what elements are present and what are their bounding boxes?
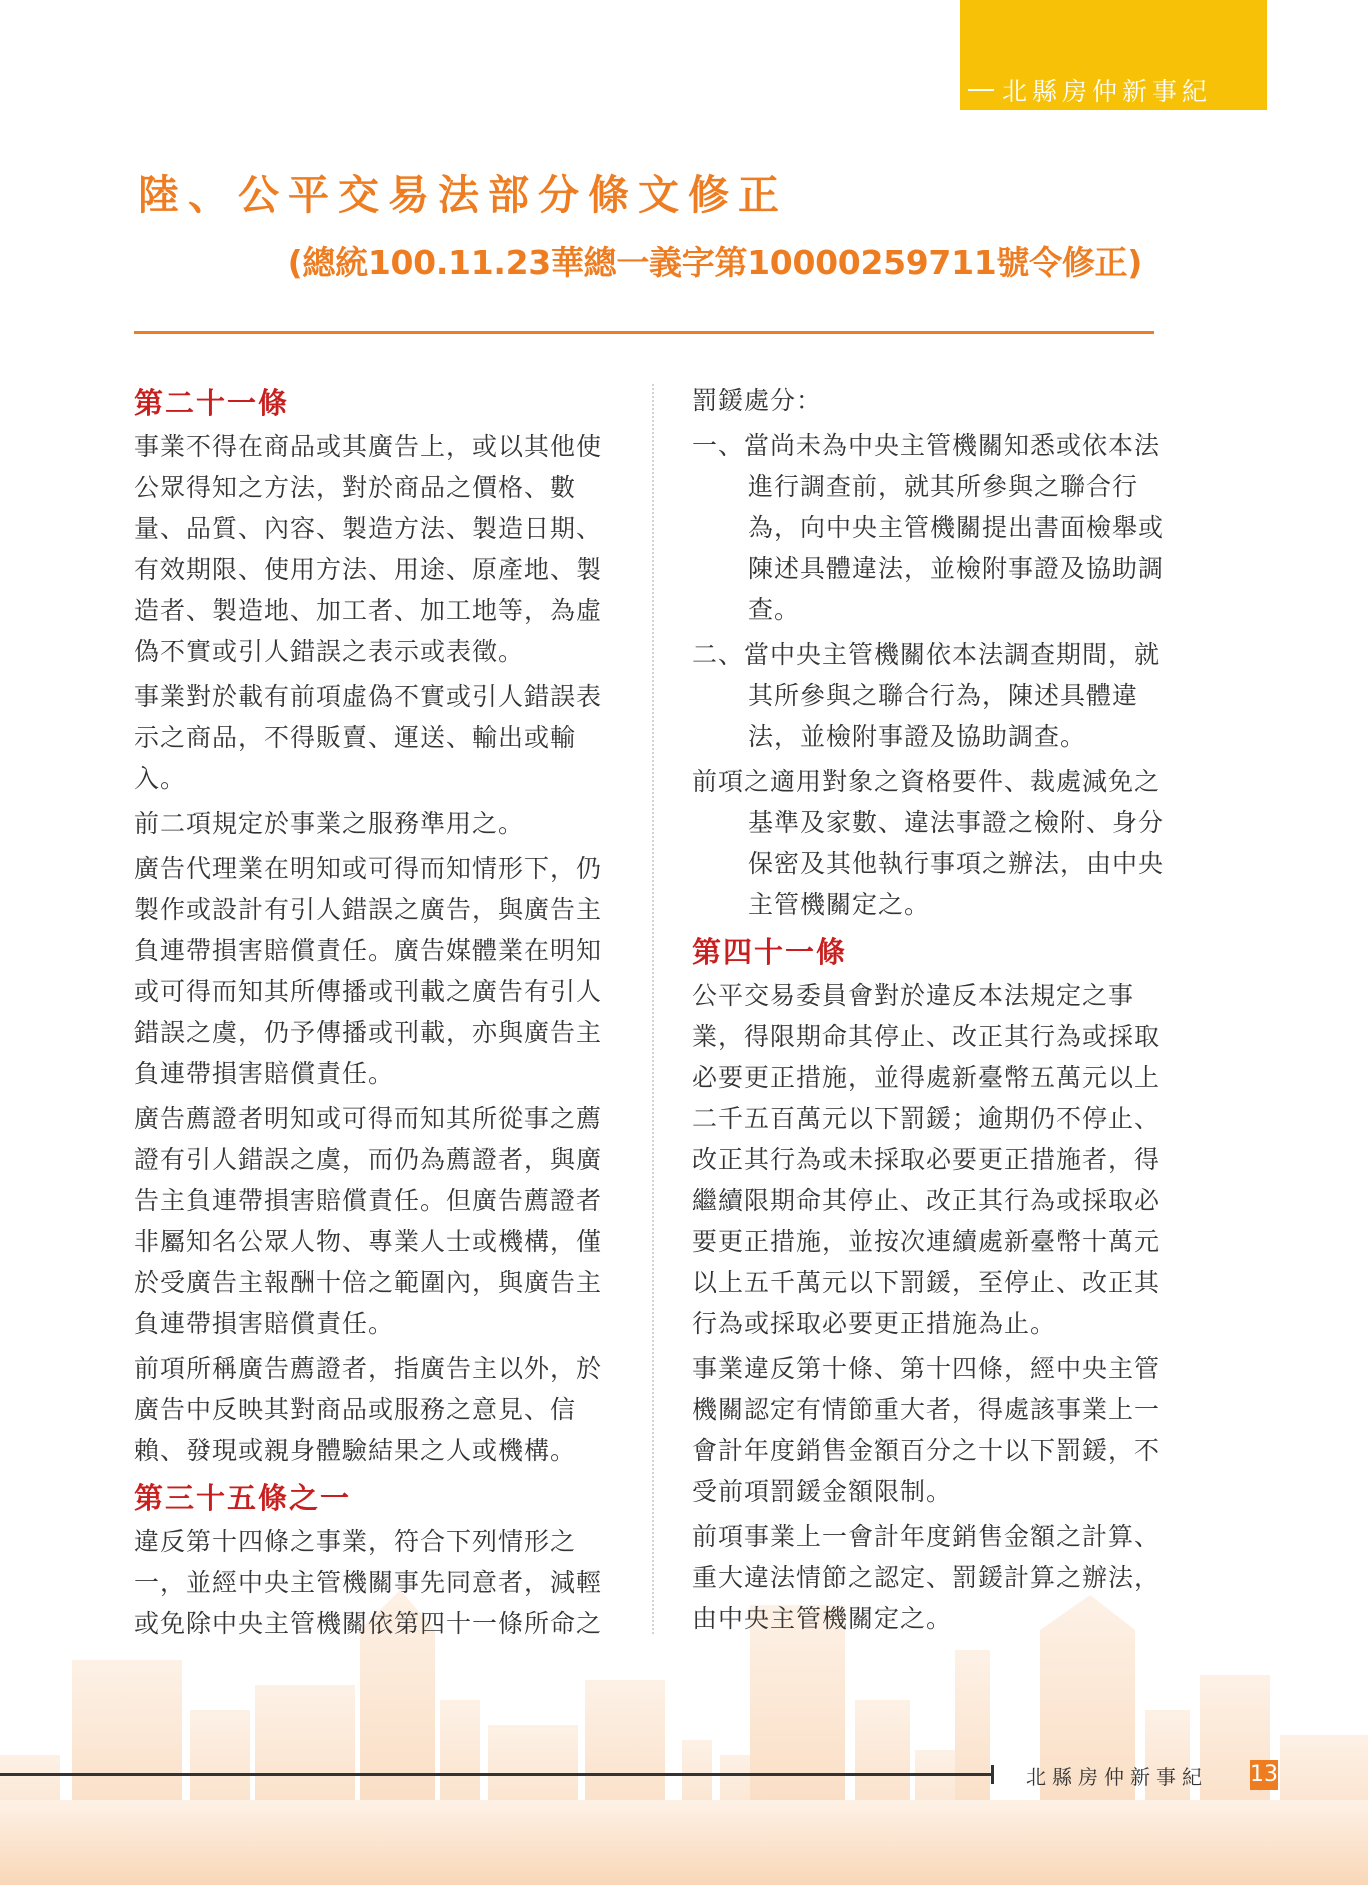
page-subtitle: (總統100.11.23華總一義字第10000259711號令修正) (287, 243, 1142, 282)
article-35-1-continuation: 罰鍰處分： (692, 386, 823, 415)
title-divider (134, 331, 1154, 334)
section-header-label: 北縣房仲新事紀 (960, 72, 1235, 137)
article-35-1-heading: 第三十五條之一 (134, 1481, 352, 1515)
article-21-paragraph-4: 廣告代理業在明知或可得而知情形下，仍製作或設計有引人錯誤之廣告，與廣告主負連帶損害賠償責任。廣告媒體業在明知或可得而知其所傳播或刊載之廣告有引人錯誤之虞，仍予傳播或刊載，亦與廣告主負連帶損害賠償責任。 (134, 854, 603, 1088)
article-35-1-item-1: 一、當尚未為中央主管機關知悉或依本法進行調查前，就其所參與之聯合行為，向中央主管機關提出書面檢舉或陳述具體違法，並檢附事證及協助調查。 (692, 431, 1165, 624)
article-41-paragraph-1: 公平交易委員會對於違反本法規定之事業，得限期命其停止、改正其行為或採取必要更正措施，並得處新臺幣五萬元以上二千五百萬元以下罰鍰；逾期仍不停止、改正其行為或未採取必要更正措施者，得繼續限期命其停止、改正其行為或採取必要更正措施，並按次連續處新臺幣十萬元以上五千萬元以下罰鍰，至停止、改正其行為或採取必要更正措施為止。 (692, 981, 1161, 1338)
article-35-1-paragraph-2: 前項之適用對象之資格要件、裁處減免之基準及家數、違法事證之檢附、身分保密及其他執行事項之辦法，由中央主管機關定之。 (692, 767, 1165, 919)
article-35-1-paragraph-1: 違反第十四條之事業，符合下列情形之一，並經中央主管機關事先同意者，減輕或免除中央主管機關依第四十一條所命之 (134, 1527, 603, 1638)
right-column (692, 380, 1178, 1643)
article-21-paragraph-1: 事業不得在商品或其廣告上，或以其他使公眾得知之方法，對於商品之價格、數量、品質、內容、製造方法、製造日期、有效期限、使用方法、用途、原產地、製造者、製造地、加工者、加工地等，為虛偽不實或引人錯誤之表示或表徵。 (134, 432, 603, 666)
article-21-paragraph-5: 廣告薦證者明知或可得而知其所從事之薦證有引人錯誤之虞，而仍為薦證者，與廣告主負連帶損害賠償責任。但廣告薦證者非屬知名公眾人物、專業人士或機構，僅於受廣告主報酬十倍之範圍內，與廣告主負連帶損害賠償責任。 (134, 1104, 603, 1338)
article-41-paragraph-2: 事業違反第十條、第十四條，經中央主管機關認定有情節重大者，得處該事業上一會計年度銷售金額百分之十以下罰鍰，不受前項罰鍰金額限制。 (692, 1354, 1161, 1506)
article-21-heading: 第二十一條 (134, 386, 290, 420)
column-divider (652, 384, 654, 1634)
page-title: 陸、公平交易法部分條文修正 (138, 171, 788, 219)
section-header-tab (960, 0, 1267, 110)
footer-rule (0, 1773, 993, 1776)
article-21-paragraph-3: 前二項規定於事業之服務準用之。 (134, 809, 525, 838)
footer-publication-name: 北縣房仲新事紀 (1026, 1765, 1208, 1789)
page-number: 13 (1250, 1760, 1278, 1790)
article-41-heading: 第四十一條 (692, 935, 848, 969)
article-21-paragraph-6: 前項所稱廣告薦證者，指廣告主以外，於廣告中反映其對商品或服務之意見、信賴、發現或親身體驗結果之人或機構。 (134, 1354, 603, 1465)
article-21-paragraph-2: 事業對於載有前項虛偽不實或引人錯誤表示之商品，不得販賣、運送、輸出或輸入。 (134, 682, 603, 793)
left-column (134, 380, 621, 1648)
article-41-paragraph-3: 前項事業上一會計年度銷售金額之計算、重大違法情節之認定、罰鍰計算之辦法，由中央主管機關定之。 (692, 1522, 1161, 1633)
footer-rule-end-mark (991, 1765, 994, 1784)
article-35-1-item-2: 二、當中央主管機關依本法調查期間，就其所參與之聯合行為，陳述具體違法，並檢附事證及協助調查。 (692, 640, 1161, 751)
